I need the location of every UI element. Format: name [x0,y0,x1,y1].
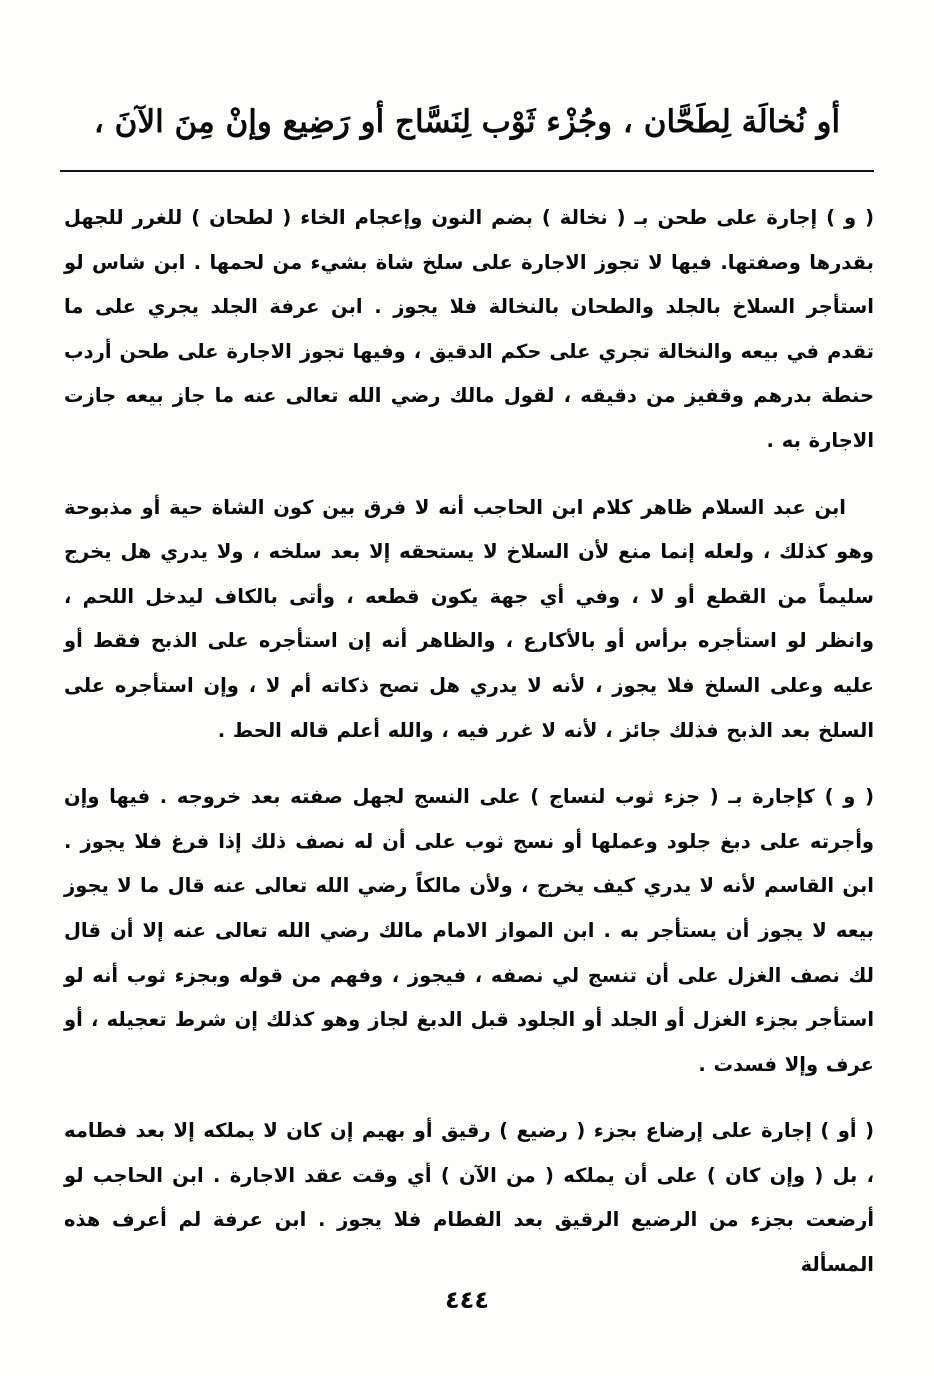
header-verse: أو نُخالَة لِطَحَّان ، وجُزْء ثَوْب لِنَسَّاج أو رَضِيع وإنْ مِنَ الآنَ ، [93,104,841,140]
paragraph-3: ( و ) كإجارة بـ ( جزء ثوب لنساج ) على النسج لجهل صفته بعد خروجه . فيها وإن وأجرته على دبغ جلود وعملها أو نسج ثوب على أن له نصف ذلك إذا فرغ فلا يجوز . ابن القاسم لأنه لا يدري كيف يخرج ، ولأن مالكاً رضي الله تعالى عنه قال ما لا يجوز بيعه لا يجوز أن يستأجر به . ابن المواز الامام مالك رضي الله تعالى عنه إلا أن قال لك نصف الغزل على أن تنسج لي نصفه ، فيجوز ، وفهم من قوله وبجزء ثوب أنه لو استأجر بجزء الغزل أو الجلد أو الجلود قبل الدبغ لجاز وهو كذلك إن شرط تعجيله ، أو عرف وإلا فسدت . [64,785,874,1076]
paragraph-2: ابن عبد السلام ظاهر كلام ابن الحاجب أنه لا فرق بين كون الشاة حية أو مذبوحة وهو كذلك ، ولعله إنما منع لأن السلاخ لا يستحقه إلا بعد سلخه ، ولا يدري هل يخرج سليماً من القطع أو لا ، وفي أي جهة يكون قطعه ، وأتى بالكاف ليدخل اللحم ، وانظر لو استأجره برأس أو بالأكارع ، والظاهر أنه إن استأجره على الذبح فقط أو عليه وعلى السلخ فلا يجوز ، لأنه لا يدري هل تصح ذكاته أم لا ، وإن استأجره على السلخ بعد الذبح فذلك جائز ، لأنه لا غرر فيه ، والله أعلم قاله الحط . [64,495,874,742]
paragraph-1: ( و ) إجارة على طحن بـ ( نخالة ) بضم النون وإعجام الخاء ( لطحان ) للغرر للجهل بقدرها وصفتها. فيها لا تجوز الاجارة على سلخ شاة بشيء من لحمها . ابن شاس لو استأجر السلاخ بالجلد والطحان بالنخالة فلا يجوز . ابن عرفة الجلد يجري على ما تقدم في بيعه والنخالة تجري على حكم الدقيق ، وفيها تجوز الاجارة على طحن أردب حنطة بدرهم وقفيز من دقيقه ، لقول مالك رضي الله تعالى عنه ما جاز بيعه جازت الاجارة به . [64,206,874,452]
page-number: ٤٤٤ [445,1286,489,1314]
paragraph-4: ( أو ) إجارة على إرضاع بجزء ( رضيع ) رقيق أو بهيم إن كان لا يملكه إلا بعد فطامه ، بل ( وإن كان ) على أن يملكه ( من الآن ) أي وقت عقد الاجارة . ابن الحاجب لو أرضعت بجزء من الرضيع الرقيق بعد الفطام فلا يجوز . ابن عرفة لم أعرف هذه المسألة [64,1119,874,1277]
header-divider [60,170,874,172]
commentary-body [64,196,874,1277]
